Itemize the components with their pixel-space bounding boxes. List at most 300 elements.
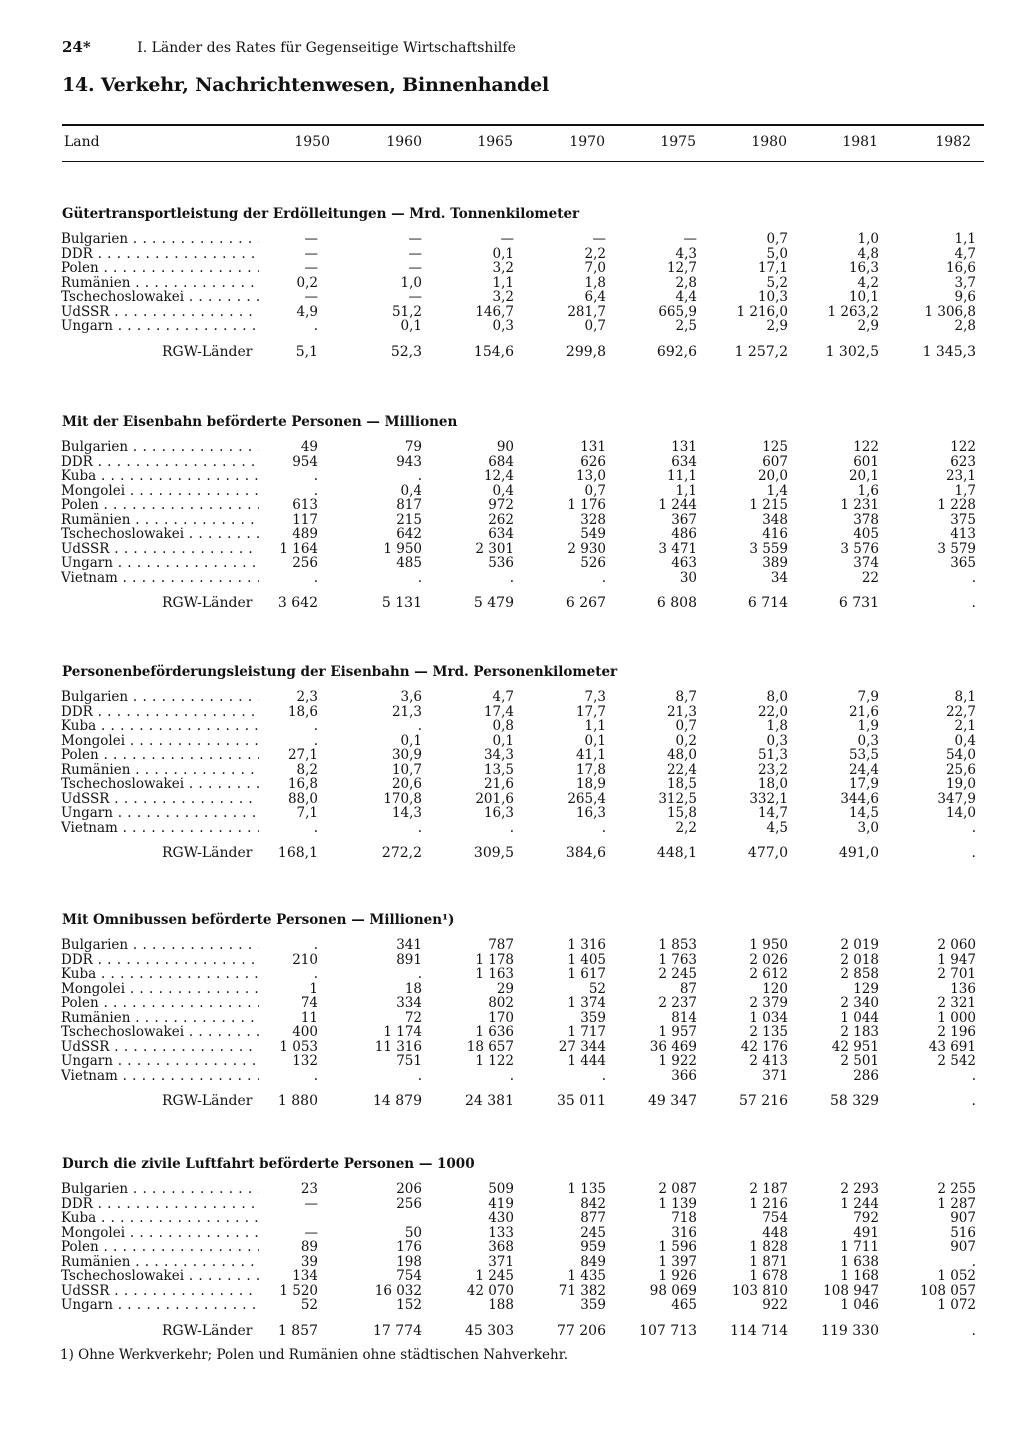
table-cell: 1 228 [937, 497, 976, 513]
table-cell: 792 [853, 1210, 879, 1226]
row-label: Rumänien . . . [61, 1011, 259, 1025]
table-cell: 405 [853, 526, 879, 542]
table-row [0, 1269, 1024, 1283]
table-cell: 71 382 [558, 1282, 606, 1299]
total-cell: 1 345,3 [922, 343, 976, 360]
table-cell: 1 139 [658, 1195, 697, 1212]
table-cell: 49 [300, 439, 318, 455]
table-row [0, 763, 1024, 777]
table-cell: 34,3 [483, 747, 514, 763]
row-label: UdSSR . . . [61, 305, 259, 319]
table-cell: . [313, 569, 318, 586]
table-cell: 1 245 [475, 1268, 514, 1284]
table-cell: 24,4 [848, 761, 879, 778]
table-cell: 465 [671, 1297, 697, 1313]
table-cell: 877 [580, 1210, 606, 1226]
table-cell: 3 559 [749, 540, 788, 557]
table-cell: 1 244 [840, 1195, 879, 1212]
row-label: Mongolei . . . [61, 734, 259, 748]
table-cell: 430 [488, 1210, 514, 1226]
table-cell: 347,9 [937, 790, 976, 807]
table-cell: 98 069 [649, 1282, 697, 1299]
table-cell: 13,5 [483, 761, 514, 778]
table-cell: 1 216,0 [736, 303, 788, 320]
table-row [0, 690, 1024, 704]
table-row [0, 276, 1024, 290]
table-cell: 849 [580, 1253, 606, 1270]
table-cell: 2 379 [749, 995, 788, 1011]
table-cell: 2 018 [840, 951, 879, 968]
table-cell: 2,9 [857, 318, 879, 334]
table-cell: . [313, 318, 318, 334]
table-cell: 6,4 [584, 289, 606, 305]
footnote-text: Ohne Werkverkehr; Polen und Rumänien ohne städtischen Nahverkehr. [78, 1347, 568, 1363]
table-cell: 25,6 [945, 761, 976, 778]
header-rule [62, 161, 984, 162]
table-cell: 41,1 [575, 747, 606, 763]
table-cell: 21,3 [391, 703, 422, 720]
row-label: UdSSR . . . [61, 1284, 259, 1298]
table-cell: 53,5 [848, 747, 879, 763]
table-cell: 2,8 [675, 274, 697, 291]
total-row [0, 1093, 1024, 1109]
row-label: DDR . . . [61, 953, 259, 967]
table-cell: 907 [950, 1239, 976, 1255]
table-cell: 4,7 [492, 689, 514, 705]
total-label: RGW-Länder [162, 1093, 253, 1109]
table-cell: 3 576 [840, 540, 879, 557]
table-cell: 22 [861, 569, 879, 586]
table-cell: 754 [396, 1268, 422, 1284]
table-cell: 1 405 [567, 951, 606, 968]
table-cell: 0,1 [492, 732, 514, 749]
table-cell: 17,8 [575, 761, 606, 778]
table-cell: 34 [770, 569, 788, 586]
table-cell: 136 [950, 980, 976, 997]
table-row [0, 542, 1024, 556]
table-row [0, 232, 1024, 246]
table-cell: 1 135 [567, 1181, 606, 1197]
column-header-1982: 1982 [935, 134, 971, 150]
row-label: Rumänien . . . [61, 276, 259, 290]
table-cell: 2,2 [584, 245, 606, 262]
table-cell: 108 057 [920, 1282, 976, 1299]
table-cell: 526 [580, 555, 606, 571]
table-row [0, 996, 1024, 1010]
table-cell: 21,6 [848, 703, 879, 720]
table-cell: 0,3 [492, 318, 514, 334]
table-row [0, 319, 1024, 333]
table-cell: 1 178 [475, 951, 514, 968]
row-label: Bulgarien . . . [61, 440, 259, 454]
table-cell: 7,9 [857, 689, 879, 705]
running-header [62, 38, 516, 56]
total-cell: 168,1 [277, 845, 318, 861]
table-row [0, 821, 1024, 835]
table-cell: 1 520 [279, 1282, 318, 1299]
table-cell: 0,1 [400, 318, 422, 334]
row-label: DDR . . . [61, 247, 259, 261]
table-row [0, 1054, 1024, 1068]
table-cell: 133 [488, 1224, 514, 1241]
total-cell: 119 330 [821, 1322, 879, 1339]
table-cell: 16,3 [848, 260, 879, 276]
table-cell: 754 [762, 1210, 788, 1226]
table-cell: 665,9 [658, 303, 697, 320]
row-label: Tschechoslowakei . . . [61, 290, 259, 304]
table-cell: 4,7 [954, 245, 976, 262]
table-cell: 1 374 [567, 995, 606, 1011]
table-cell: 1 717 [567, 1024, 606, 1040]
table-cell: 17,9 [848, 776, 879, 792]
table-cell: 0,2 [675, 732, 697, 749]
table-cell: 486 [671, 526, 697, 542]
table-cell: 256 [396, 1195, 422, 1212]
row-label: Ungarn . . . [61, 319, 259, 333]
table-row [0, 1197, 1024, 1211]
table-cell: 642 [396, 526, 422, 542]
table-cell: 4,5 [766, 819, 788, 836]
table-cell: 215 [396, 511, 422, 528]
table-cell: 1 231 [840, 497, 879, 513]
total-cell: 5 131 [381, 595, 422, 611]
row-label: Vietnam . . . [61, 571, 259, 585]
table-cell: 256 [292, 555, 318, 571]
table-cell: . [417, 718, 422, 734]
table-cell: 1 216 [749, 1195, 788, 1212]
running-title: I. Länder des Rates für Gegenseitige Wirtschaftshilfe [137, 40, 516, 56]
table-title: 14. Verkehr, Nachrichtenwesen, Binnenhandel [62, 74, 550, 96]
table-cell: 489 [292, 526, 318, 542]
total-cell: 35 011 [557, 1093, 606, 1109]
table-cell: 18 657 [466, 1038, 514, 1055]
table-cell: 3,2 [492, 260, 514, 276]
table-cell: 348 [762, 511, 788, 528]
table-cell: 4,4 [675, 289, 697, 305]
row-label: Kuba . . . [61, 967, 259, 981]
column-header-1950: 1950 [294, 134, 330, 150]
table-cell: 5,2 [766, 274, 788, 291]
table-row [0, 247, 1024, 261]
table-cell: 4,2 [857, 274, 879, 291]
table-cell: 2 858 [840, 966, 879, 982]
table-row [0, 748, 1024, 762]
total-cell: 6 714 [747, 595, 788, 611]
total-cell: . [971, 595, 976, 611]
table-cell: 90 [496, 439, 514, 455]
table-cell: 0,7 [766, 231, 788, 247]
page-number: 24* [62, 38, 91, 56]
table-row [0, 734, 1024, 748]
table-cell: 485 [396, 555, 422, 571]
table-cell: — [592, 231, 606, 247]
row-label: Ungarn . . . [61, 1298, 259, 1312]
table-cell: 1 828 [749, 1239, 788, 1255]
table-cell: 2 930 [567, 540, 606, 557]
table-cell: . [601, 1067, 606, 1084]
table-cell: 1 000 [937, 1009, 976, 1026]
table-row [0, 719, 1024, 733]
row-label: DDR . . . [61, 705, 259, 719]
table-cell: 400 [292, 1024, 318, 1040]
table-cell: 366 [671, 1067, 697, 1084]
table-cell: 842 [580, 1195, 606, 1212]
column-header-1980: 1980 [751, 134, 787, 150]
column-header-land: Land [64, 134, 100, 150]
total-cell: 477,0 [747, 845, 788, 861]
table-row [0, 455, 1024, 469]
table-cell: 814 [671, 1009, 697, 1026]
table-cell: 89 [300, 1239, 318, 1255]
table-cell: 2 542 [937, 1053, 976, 1069]
table-cell: 1 174 [383, 1024, 422, 1040]
table-cell: 341 [396, 937, 422, 953]
table-cell: 1 435 [567, 1268, 606, 1284]
table-cell: 20,0 [757, 468, 788, 484]
table-cell: 634 [488, 526, 514, 542]
table-cell: 14,5 [848, 805, 879, 821]
section-title: Mit Omnibussen beförderte Personen — Millionen¹) [62, 912, 455, 928]
row-label: UdSSR . . . [61, 542, 259, 556]
total-cell: 114 714 [730, 1322, 788, 1339]
total-cell: 24 381 [465, 1093, 514, 1109]
table-cell: 1 164 [279, 540, 318, 557]
table-cell: 3,2 [492, 289, 514, 305]
row-label: Bulgarien . . . [61, 938, 259, 952]
table-row [0, 290, 1024, 304]
table-cell: 21,6 [483, 776, 514, 792]
table-cell: 328 [580, 511, 606, 528]
table-cell: 1 711 [840, 1239, 879, 1255]
table-cell: 9,6 [954, 289, 976, 305]
table-row [0, 1298, 1024, 1312]
table-cell: 281,7 [567, 303, 606, 320]
table-cell: 2 237 [658, 995, 697, 1011]
table-cell: 79 [404, 439, 422, 455]
row-label: Rumänien . . . [61, 1255, 259, 1269]
table-cell: 18,5 [666, 776, 697, 792]
table-cell: 4,9 [296, 303, 318, 320]
table-cell: 30 [679, 569, 697, 586]
table-cell: 188 [488, 1297, 514, 1313]
row-label: Mongolei . . . [61, 1226, 259, 1240]
table-cell: . [313, 819, 318, 836]
table-cell: — [500, 231, 514, 247]
total-cell: 299,8 [565, 343, 606, 360]
table-cell: 2 087 [658, 1181, 697, 1197]
table-cell: 368 [488, 1239, 514, 1255]
table-cell: 1 244 [658, 497, 697, 513]
table-cell: 51,2 [391, 303, 422, 320]
table-cell: . [313, 718, 318, 734]
table-cell: 39 [300, 1253, 318, 1270]
table-cell: 206 [396, 1181, 422, 1197]
table-cell: 1 122 [475, 1053, 514, 1069]
table-cell: 0,2 [296, 274, 318, 291]
total-cell: 5 479 [473, 595, 514, 611]
table-cell: 201,6 [475, 790, 514, 807]
row-label: UdSSR . . . [61, 792, 259, 806]
table-cell: 1 397 [658, 1253, 697, 1270]
table-cell: 2 245 [658, 966, 697, 982]
total-cell: 107 713 [639, 1322, 697, 1339]
table-cell: 413 [950, 526, 976, 542]
table-cell: 1,0 [857, 231, 879, 247]
table-cell: 10,1 [848, 289, 879, 305]
table-cell: 0,4 [954, 732, 976, 749]
row-label: Vietnam . . . [61, 821, 259, 835]
table-cell: 509 [488, 1181, 514, 1197]
total-cell: 57 216 [739, 1093, 788, 1109]
row-label: Polen . . . [61, 748, 259, 762]
table-cell: 22,7 [945, 703, 976, 720]
table-cell: 23,1 [945, 468, 976, 484]
table-cell: 1,1 [584, 718, 606, 734]
table-cell: . [601, 819, 606, 836]
table-cell: 2,3 [296, 689, 318, 705]
table-cell: 2 701 [937, 966, 976, 982]
table-row [0, 705, 1024, 719]
table-row [0, 440, 1024, 454]
total-cell: 491,0 [838, 845, 879, 861]
table-cell: 1,6 [857, 482, 879, 499]
table-cell: 787 [488, 937, 514, 953]
table-cell: 365 [950, 555, 976, 571]
table-cell: 1 947 [937, 951, 976, 968]
table-cell: . [313, 468, 318, 484]
table-cell: 613 [292, 497, 318, 513]
table-cell: . [509, 569, 514, 586]
table-cell: 7,1 [296, 805, 318, 821]
table-cell: 684 [488, 453, 514, 470]
table-cell: 18,9 [575, 776, 606, 792]
table-cell: 14,7 [757, 805, 788, 821]
table-cell: 30,9 [391, 747, 422, 763]
table-cell: 1 168 [840, 1268, 879, 1284]
table-cell: 22,4 [666, 761, 697, 778]
total-cell: 52,3 [390, 343, 422, 360]
table-cell: 448 [762, 1224, 788, 1241]
total-cell: 6 267 [565, 595, 606, 611]
table-cell: 72 [404, 1009, 422, 1026]
section-title: Gütertransportleistung der Erdölleitungen — Mrd. Tonnenkilometer [62, 206, 580, 222]
table-cell: 52 [588, 980, 606, 997]
table-cell: 751 [396, 1053, 422, 1069]
row-label: Kuba . . . [61, 469, 259, 483]
row-label: Mongolei . . . [61, 982, 259, 996]
table-cell: 18,6 [287, 703, 318, 720]
table-cell: 607 [762, 453, 788, 470]
table-cell: 170,8 [383, 790, 422, 807]
table-cell: 2,5 [675, 318, 697, 334]
table-cell: 198 [396, 1253, 422, 1270]
table-cell: 2 183 [840, 1024, 879, 1040]
table-cell: 42 070 [466, 1282, 514, 1299]
table-cell: 1 215 [749, 497, 788, 513]
table-cell: 2 301 [475, 540, 514, 557]
table-row [0, 1226, 1024, 1240]
total-label: RGW-Länder [162, 1322, 253, 1339]
table-cell: 463 [671, 555, 697, 571]
table-cell: 11 316 [374, 1038, 422, 1055]
row-label: UdSSR . . . [61, 1040, 259, 1054]
table-cell: 170 [488, 1009, 514, 1026]
table-cell: 15,8 [666, 805, 697, 821]
table-cell: 2,1 [954, 718, 976, 734]
table-cell: 14,0 [945, 805, 976, 821]
table-cell: 2 501 [840, 1053, 879, 1069]
total-row [0, 1323, 1024, 1339]
table-cell: 549 [580, 526, 606, 542]
table-cell: 891 [396, 951, 422, 968]
total-cell: 6 808 [656, 595, 697, 611]
table-cell: 5,0 [766, 245, 788, 262]
table-cell: 623 [950, 453, 976, 470]
total-row [0, 595, 1024, 611]
total-cell: 272,2 [381, 845, 422, 861]
table-cell: . [417, 819, 422, 836]
table-cell: 371 [762, 1067, 788, 1084]
table-cell: 8,2 [296, 761, 318, 778]
total-cell: 14 879 [373, 1093, 422, 1109]
total-cell: 58 329 [830, 1093, 879, 1109]
table-cell: — [408, 260, 422, 276]
top-rule [62, 124, 984, 126]
table-cell: . [417, 966, 422, 982]
row-label: Ungarn . . . [61, 806, 259, 820]
total-cell: . [971, 1093, 976, 1109]
table-cell: 11 [300, 1009, 318, 1026]
table-cell: — [304, 231, 318, 247]
table-cell: 1 763 [658, 951, 697, 968]
section-title: Durch die zivile Luftfahrt beförderte Personen — 1000 [62, 1156, 475, 1172]
total-cell: 5,1 [295, 343, 318, 360]
table-cell: 1,4 [766, 482, 788, 499]
table-cell: 245 [580, 1224, 606, 1241]
table-cell: 2,8 [954, 318, 976, 334]
row-label: Bulgarien . . . [61, 232, 259, 246]
table-cell: 2 060 [937, 937, 976, 953]
table-cell: 103 810 [732, 1282, 788, 1299]
table-row [0, 513, 1024, 527]
table-cell: 10,3 [757, 289, 788, 305]
table-cell: 375 [950, 511, 976, 528]
table-row [0, 1255, 1024, 1269]
row-label: Kuba . . . [61, 719, 259, 733]
table-cell: 334 [396, 995, 422, 1011]
table-row [0, 571, 1024, 585]
table-cell: 23 [300, 1181, 318, 1197]
table-cell: . [509, 1067, 514, 1084]
row-label: Ungarn . . . [61, 1054, 259, 1068]
table-cell: 0,3 [766, 732, 788, 749]
row-label: Rumänien . . . [61, 513, 259, 527]
row-label: Tschechoslowakei . . . [61, 527, 259, 541]
table-row [0, 469, 1024, 483]
table-cell: 18 [404, 980, 422, 997]
table-cell: 371 [488, 1253, 514, 1270]
table-cell: 1 853 [658, 937, 697, 953]
total-cell: . [971, 845, 976, 861]
table-cell: 23,2 [757, 761, 788, 778]
table-cell: . [313, 937, 318, 953]
table-cell: . [971, 1253, 976, 1270]
table-cell: 0,7 [675, 718, 697, 734]
footnote-marker: 1) [60, 1347, 74, 1363]
table-cell: 134 [292, 1268, 318, 1284]
table-cell: 0,4 [400, 482, 422, 499]
total-cell: 1 302,5 [825, 343, 879, 360]
